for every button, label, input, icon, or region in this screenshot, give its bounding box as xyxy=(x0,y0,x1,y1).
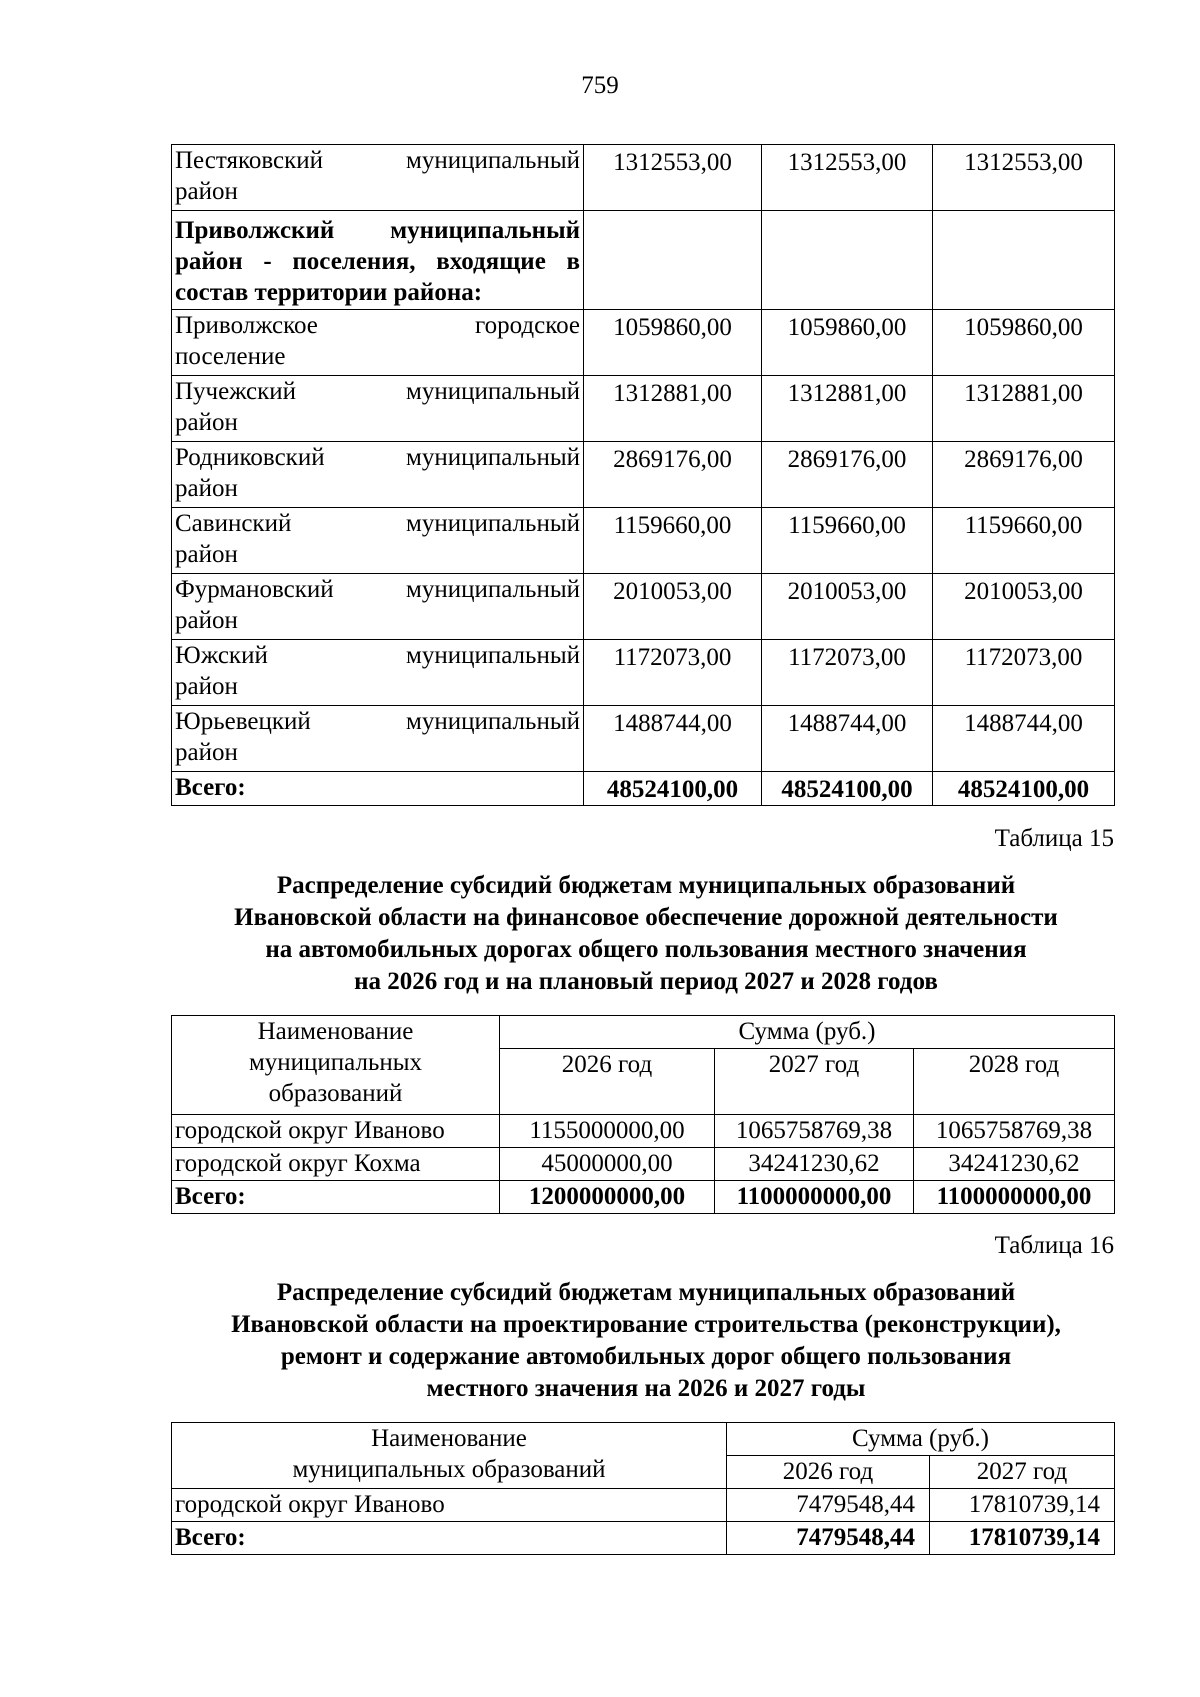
header-year-2026: 2026 год xyxy=(727,1456,930,1489)
empty-cell xyxy=(584,211,762,310)
total-2028: 48524100,00 xyxy=(933,772,1115,806)
value-2026: 1312881,00 xyxy=(584,376,762,442)
table-row xyxy=(172,1489,1115,1522)
total-row xyxy=(172,772,1115,806)
municipality-name: Савинский муниципальный район xyxy=(172,508,584,574)
value-2026: 2869176,00 xyxy=(584,442,762,508)
municipality-name: Родниковский муниципальный район xyxy=(172,442,584,508)
value-2026: 1059860,00 xyxy=(584,310,762,376)
value-2026: 45000000,00 xyxy=(500,1148,715,1181)
total-2026: 1200000000,00 xyxy=(500,1181,715,1214)
value-2028: 1172073,00 xyxy=(933,640,1115,706)
header-sum: Сумма (руб.) xyxy=(727,1423,1115,1456)
total-label: Всего: xyxy=(172,1181,500,1214)
table-header-row xyxy=(172,1016,1115,1049)
empty-cell xyxy=(933,211,1115,310)
value-2028: 2010053,00 xyxy=(933,574,1115,640)
total-label: Всего: xyxy=(172,772,584,806)
value-2026: 1155000000,00 xyxy=(500,1115,715,1148)
value-2027: 34241230,62 xyxy=(715,1148,914,1181)
empty-cell xyxy=(762,211,933,310)
table-header-row xyxy=(172,1423,1115,1456)
value-2026: 1159660,00 xyxy=(584,508,762,574)
value-2027: 1159660,00 xyxy=(762,508,933,574)
table-row xyxy=(172,574,1115,640)
value-2027: 1312881,00 xyxy=(762,376,933,442)
value-2028: 1065758769,38 xyxy=(914,1115,1115,1148)
table-16-caption: Таблица 16 xyxy=(994,1232,1114,1259)
value-2026: 2010053,00 xyxy=(584,574,762,640)
value-2028: 1312553,00 xyxy=(933,145,1115,211)
total-2027: 48524100,00 xyxy=(762,772,933,806)
municipality-name: городской округ Иваново xyxy=(172,1489,727,1522)
header-year-2026: 2026 год xyxy=(500,1049,715,1115)
value-2027: 1059860,00 xyxy=(762,310,933,376)
header-year-2028: 2028 год xyxy=(914,1049,1115,1115)
municipality-name: Приволжское городское поселение xyxy=(172,310,584,376)
total-2027: 17810739,14 xyxy=(930,1522,1115,1555)
value-2027: 2869176,00 xyxy=(762,442,933,508)
table-row xyxy=(172,1115,1115,1148)
subsidy-table-continued xyxy=(171,144,1115,806)
table-row xyxy=(172,508,1115,574)
value-2027: 2010053,00 xyxy=(762,574,933,640)
table-row xyxy=(172,442,1115,508)
value-2027: 1312553,00 xyxy=(762,145,933,211)
table-row-group-header xyxy=(172,211,1115,310)
header-year-2027: 2027 год xyxy=(715,1049,914,1115)
value-2028: 34241230,62 xyxy=(914,1148,1115,1181)
value-2028: 1312881,00 xyxy=(933,376,1115,442)
total-2027: 1100000000,00 xyxy=(715,1181,914,1214)
value-2027: 1172073,00 xyxy=(762,640,933,706)
value-2026: 7479548,44 xyxy=(727,1489,930,1522)
header-year-2027: 2027 год xyxy=(930,1456,1115,1489)
table-15-title: Распределение субсидий бюджетам муниципальных образований Ивановской области на финансовое обеспечение дорожной деятельности на автомобильных дорогах общего пользования местного значения на 2026 год и на плановый период 2027 и 2028 годов xyxy=(234,872,1058,995)
header-municipality-name: Наименование муниципальных образований xyxy=(172,1016,500,1115)
table-row xyxy=(172,706,1115,772)
table-row xyxy=(172,640,1115,706)
page-number: 759 xyxy=(581,72,619,99)
table-15-caption: Таблица 15 xyxy=(994,825,1114,852)
table-16 xyxy=(171,1422,1115,1555)
table-16-title: Распределение субсидий бюджетам муниципальных образований Ивановской области на проектирование строительства (реконструкции), ремонт и содержание автомобильных дорог общего пользования местного значения на 2026 и 2027 годы xyxy=(231,1279,1061,1402)
table-row xyxy=(172,376,1115,442)
value-2026: 1488744,00 xyxy=(584,706,762,772)
municipality-name: Пучежский муниципальный район xyxy=(172,376,584,442)
value-2026: 1312553,00 xyxy=(584,145,762,211)
municipality-name: Фурмановский муниципальный район xyxy=(172,574,584,640)
value-2026: 1172073,00 xyxy=(584,640,762,706)
total-label: Всего: xyxy=(172,1522,727,1555)
value-2028: 2869176,00 xyxy=(933,442,1115,508)
municipality-name: Юрьевецкий муниципальный район xyxy=(172,706,584,772)
municipality-name: Южский муниципальный район xyxy=(172,640,584,706)
value-2027: 1065758769,38 xyxy=(715,1115,914,1148)
group-header-privolzhsky: Приволжский муниципальный район - поселения, входящие в состав территории района: xyxy=(172,211,584,310)
value-2027: 17810739,14 xyxy=(930,1489,1115,1522)
table-row xyxy=(172,310,1115,376)
table-row xyxy=(172,1148,1115,1181)
municipality-name: городской округ Кохма xyxy=(172,1148,500,1181)
municipality-name: городской округ Иваново xyxy=(172,1115,500,1148)
total-2026: 7479548,44 xyxy=(727,1522,930,1555)
total-2026: 48524100,00 xyxy=(584,772,762,806)
total-row xyxy=(172,1522,1115,1555)
value-2028: 1488744,00 xyxy=(933,706,1115,772)
header-sum: Сумма (руб.) xyxy=(500,1016,1115,1049)
total-2028: 1100000000,00 xyxy=(914,1181,1115,1214)
value-2028: 1059860,00 xyxy=(933,310,1115,376)
total-row xyxy=(172,1181,1115,1214)
value-2028: 1159660,00 xyxy=(933,508,1115,574)
table-row xyxy=(172,145,1115,211)
table-15 xyxy=(171,1015,1115,1214)
municipality-name: Пестяковский муниципальный район xyxy=(172,145,584,211)
header-municipality-name: Наименование муниципальных образований xyxy=(172,1423,727,1489)
value-2027: 1488744,00 xyxy=(762,706,933,772)
